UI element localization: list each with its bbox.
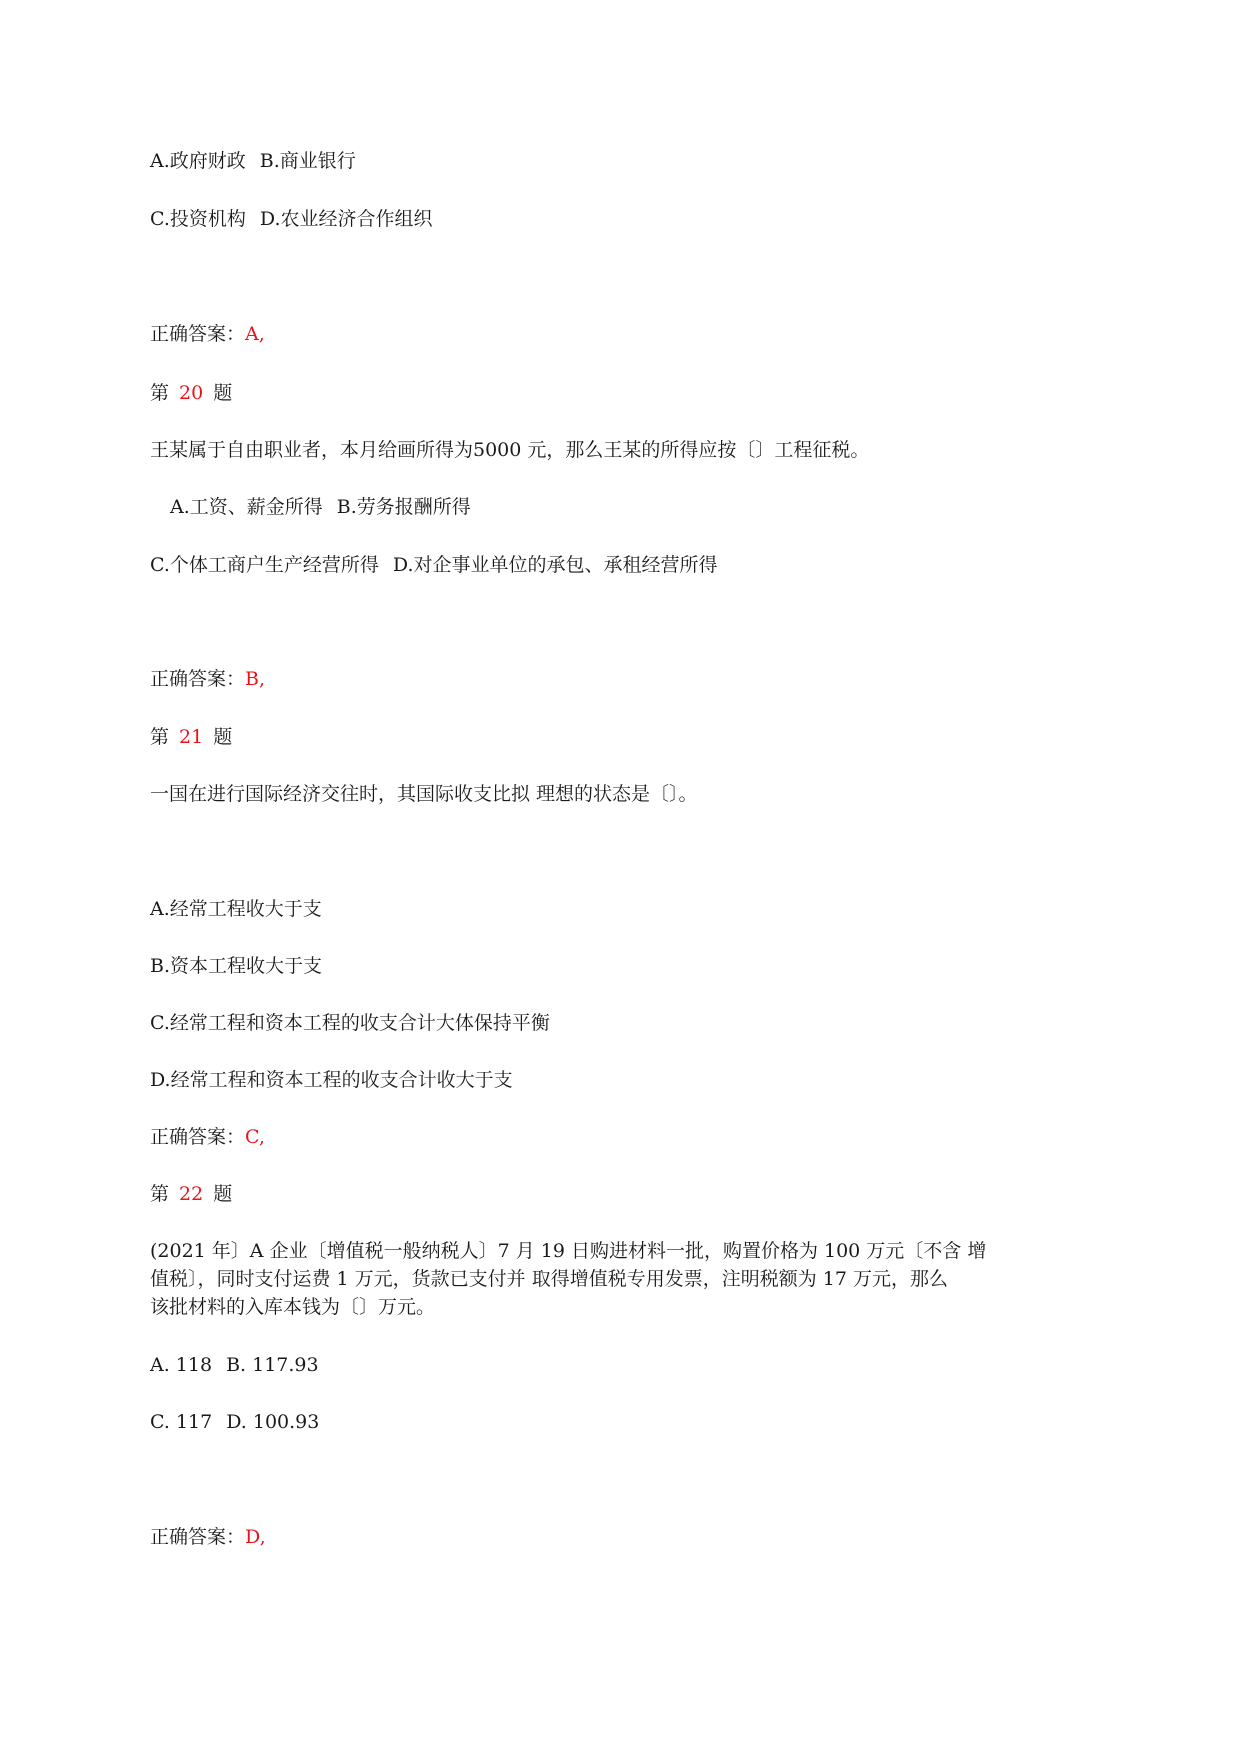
q19-answer xyxy=(150,321,265,347)
q22-stem-line-1: (2021 年〕A 企业〔增值税一般纳税人〕7 月 19 日购进材料一批，购置价格为 100 万元〔不含 增 xyxy=(150,1240,987,1262)
q22-options-row-1 xyxy=(150,1352,319,1378)
question-number: 20 xyxy=(179,382,204,404)
q20-option-b: B.劳务报酬所得 xyxy=(336,496,471,518)
q21-option-b: B.资本工程收大于支 xyxy=(150,955,323,977)
q22-stem-line-3: 该批材料的入库本钱为〔〕万元。 xyxy=(150,1296,436,1318)
answer-label: 正确答案： xyxy=(150,1526,246,1548)
q19-options-row-1 xyxy=(150,148,356,174)
q22-option-a: A. 118 xyxy=(150,1354,213,1376)
q21-option-d: D.经常工程和资本工程的收支合计收大于支 xyxy=(150,1069,513,1091)
q20-option-a: A.工资、薪金所得 xyxy=(170,496,323,518)
q22-option-b: B. 117.93 xyxy=(226,1354,319,1376)
q20-option-d: D.对企事业单位的承包、承租经营所得 xyxy=(392,554,718,576)
question-number-suffix: 题 xyxy=(213,726,233,748)
q19-option-d: D.农业经济合作组织 xyxy=(259,208,433,230)
answer-value: B, xyxy=(245,668,266,690)
q22-options-row-2 xyxy=(150,1409,319,1435)
answer-value: A, xyxy=(245,323,265,345)
answer-label: 正确答案： xyxy=(150,668,246,690)
question-number-prefix: 第 xyxy=(150,382,170,404)
q20-answer xyxy=(150,666,265,692)
answer-value: D, xyxy=(245,1526,266,1548)
q19-option-a: A.政府财政 xyxy=(150,150,246,172)
question-number-suffix: 题 xyxy=(213,382,233,404)
q22-number xyxy=(150,1181,232,1207)
q21-stem: 一国在进行国际经济交往时，其国际收支比拟 理想的状态是〔〕。 xyxy=(150,783,698,805)
q22-stem-line-2: 值税〕，同时支付运费 1 万元，货款已支付并 取得增值税专用发票，注明税额为 17 万元，那么 xyxy=(150,1268,948,1290)
question-number-prefix: 第 xyxy=(150,1183,170,1205)
q20-number xyxy=(150,380,232,406)
question-number-prefix: 第 xyxy=(150,726,170,748)
question-number-suffix: 题 xyxy=(213,1183,233,1205)
q21-answer xyxy=(150,1124,265,1150)
answer-label: 正确答案： xyxy=(150,1126,246,1148)
q20-options-row-1 xyxy=(170,494,471,520)
q22-option-d: D. 100.93 xyxy=(226,1411,320,1433)
answer-label: 正确答案： xyxy=(150,323,246,345)
question-number: 21 xyxy=(179,726,204,748)
answer-value: C, xyxy=(245,1126,265,1148)
q21-option-c: C.经常工程和资本工程的收支合计大体保持平衡 xyxy=(150,1012,550,1034)
q19-option-c: C.投资机构 xyxy=(150,208,246,230)
q21-number xyxy=(150,724,232,750)
q19-option-b: B.商业银行 xyxy=(259,150,356,172)
question-number: 22 xyxy=(179,1183,204,1205)
q22-option-c: C. 117 xyxy=(150,1411,213,1433)
q19-options-row-2 xyxy=(150,206,433,232)
q20-stem: 王某属于自由职业者，本月给画所得为5000 元，那么王某的所得应按〔〕工程征税。 xyxy=(150,439,870,461)
q21-option-a: A.经常工程收大于支 xyxy=(150,898,322,920)
q22-answer xyxy=(150,1524,266,1550)
q20-option-c: C.个体工商户生产经营所得 xyxy=(150,554,379,576)
q20-options-row-2 xyxy=(150,552,718,578)
